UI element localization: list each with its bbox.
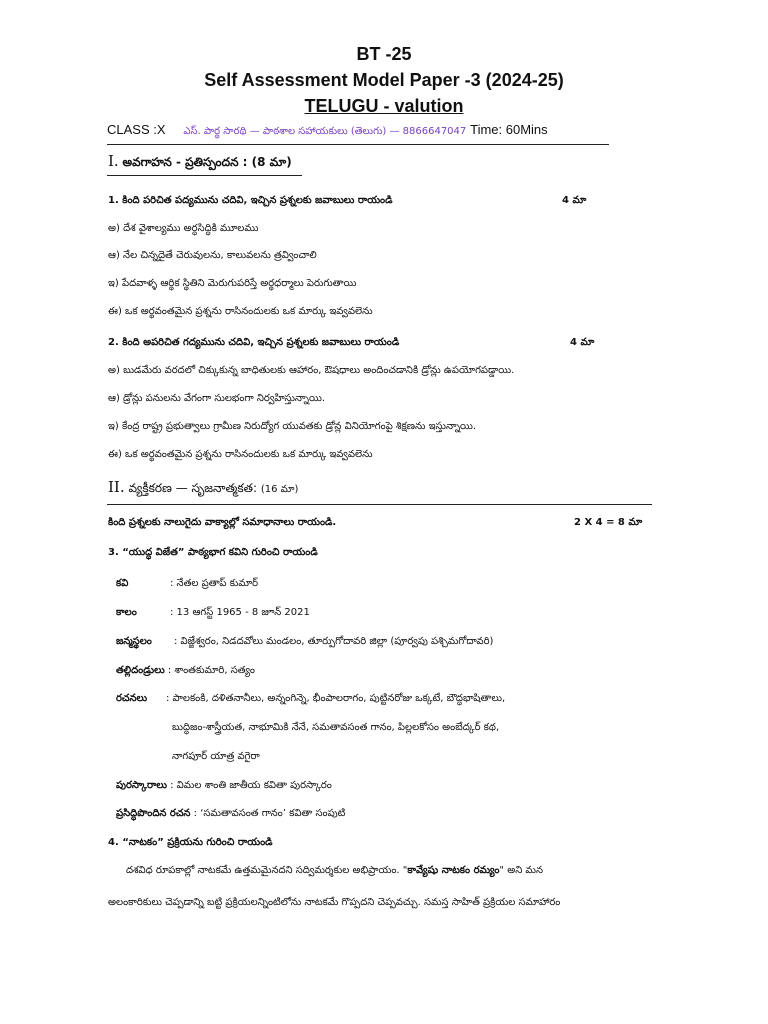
works-value-2: బుద్ధిజం-శాస్త్రీయత, నాభూమికి నేనే, సమతావసంత గానం, పిల్లలకోసం అంబేద్కర్ కథ, (172, 722, 500, 733)
period-value: : 13 ఆగస్ట్ 1965 - 8 జూన్ 2021 (170, 607, 310, 618)
section-2-instruction-marks: 2 X 4 = 8 మా (574, 517, 643, 528)
question-3: 3. “యుద్ధ విజేత” పాఠ్యభాగ కవిని గురించి రాయండి (108, 547, 318, 558)
works-value-3: నాగపూర్ యాత్ర వగైరా (172, 751, 260, 762)
section-2-instruction: కింది ప్రశ్నలకు నాలుగైదు వాక్యాల్లో సమాధానాలు రాయండి. (108, 517, 337, 528)
q2-option-a: అ) బుడమేరు వరదలో చిక్కుకున్న బాధితులకు ఆహారం, ఔషధాలు అందించడానికి డ్రోన్లు ఉపయోగపడ్డాయి. (108, 365, 515, 376)
birthplace-value: : విజ్జేశ్వరం, నిడదవోలు మండలం, తూర్పుగోదావరి జిల్లా (పూర్వపు పశ్చిమగోదావరి) (174, 636, 494, 647)
q4-paragraph-line-2: అలంకారికులు చెప్పడాన్ని బట్టి ప్రక్రియలన్నింటిలోను నాటకమే గొప్పదని చెప్పవచ్చు. సమస్త సాహిత్ ప్రక్రియల సమాహారం (108, 897, 561, 908)
works-label: రచనలు (116, 693, 148, 704)
section-2-rule (107, 504, 652, 505)
poet-label: కవి (116, 578, 129, 589)
period-row (116, 606, 310, 620)
awards-row (116, 779, 332, 793)
section-2-roman: II. (108, 478, 125, 496)
q1-option-d: ఈ) ఒక అర్థవంతమైన ప్రశ్నను రాసినందులకు ఒక మార్కు ఇవ్వవలెను (108, 306, 373, 317)
class-label: CLASS :X (107, 122, 166, 137)
awards-value: : విమల శాంతి జాతీయ కవితా పురస్కారం (170, 780, 332, 791)
question-2: 2. కింది అపరిచిత గద్యమును చదివి, ఇచ్చిన ప్రశ్నలకు జవాబులు రాయండి (108, 337, 400, 348)
section-2-title: వ్యక్తీకరణ — సృజనాత్మకత: (128, 481, 258, 495)
paper-title: Self Assessment Model Paper -3 (2024-25) (204, 70, 564, 90)
works-row (116, 692, 505, 706)
birthplace-row (116, 635, 493, 649)
works-value-1: : పాలకంకి, దళితనానీలు, అన్నంగిన్నె, భీంపాలరాగం, పుట్టినరోజు ఒక్కటే, బౌద్ధభాషితాలు, (166, 693, 506, 704)
section-1-underline (107, 175, 302, 176)
section-2-marks: (16 మా) (260, 484, 299, 495)
question-2-marks: 4 మా (570, 337, 595, 348)
section-2-heading (108, 478, 298, 498)
question-1: 1. కింది పరిచిత పద్యమును చదివి, ఇచ్చిన ప్రశ్నలకు జవాబులు రాయండి (108, 195, 393, 206)
parents-row (116, 664, 255, 678)
section-1-title: అవగాహన - ప్రతిస్పందన : (8 మా) (122, 155, 292, 169)
famous-work-row (116, 807, 345, 821)
question-4: 4. “నాటకం” ప్రక్రియను గురించి రాయండి (108, 837, 273, 848)
q4-paragraph-line-1 (126, 864, 543, 878)
poet-row (116, 577, 258, 591)
q4-line1-part-c: " అని మన (499, 865, 543, 876)
class-info-line (107, 122, 609, 145)
time-label: Time: 60Mins (470, 122, 548, 137)
famous-work-value: : ‘సమతావసంత గానం’ కవితా సంపుటి (193, 808, 346, 819)
famous-work-label: ప్రసిద్ధిపొందిన రచన (116, 808, 191, 819)
q2-option-c: ఇ) కేంద్ర రాష్ట్ర ప్రభుత్వాలు గ్రామీణ నిరుద్యోగ యువతకు డ్రోన్ల వినియోగంపై శిక్షణను ఇస్తున్నాయి. (108, 421, 477, 432)
q4-quote: కావ్యేషు నాటకం రమ్యం (407, 865, 500, 876)
q2-option-d: ఈ) ఒక అర్థవంతమైన ప్రశ్నను రాసినందులకు ఒక మార్కు ఇవ్వవలెను (108, 449, 373, 460)
q4-line1-part-a: దశవిధ రూపకాల్లో నాటకమే ఉత్తమమైనదని సద్విమర్శకుల అభిప్రాయం. " (126, 865, 408, 876)
section-1-roman: I. (108, 152, 119, 170)
q1-option-a: అ) దేశ వైశాల్యము అర్ధసిద్ధికి మూలము (108, 223, 259, 234)
poet-value: : నేతల ప్రతాప్ కుమార్ (170, 578, 259, 589)
q1-option-b: ఆ) నేల చిన్నదైతే చెరువులను, కాలువలను త్రవ్వించాలి (108, 250, 317, 261)
section-1-heading (108, 152, 292, 172)
paper-subject: TELUGU - valution (304, 96, 464, 116)
paper-code: BT -25 (356, 44, 412, 64)
birthplace-label: జన్మస్థలం (116, 636, 152, 647)
question-1-marks: 4 మా (562, 195, 587, 206)
author-info: ఎస్. పార్థ సారథి — పాఠశాల సహాయకులు (తెలుగు) — 8866647047 (183, 126, 467, 137)
period-label: కాలం (116, 607, 137, 618)
q2-option-b: ఆ) డ్రోన్లు పనులను వేగంగా సులభంగా నిర్వహిస్తున్నాయి. (108, 393, 326, 404)
parents-label: తల్లిదండ్రులు (116, 665, 165, 676)
awards-label: పురస్కారాలు (116, 780, 167, 791)
q1-option-c: ఇ) పేదవాళ్ళ ఆర్థిక స్థితిని మెరుగుపరిస్తే అర్థధర్మాలు పెరుగుతాయి (108, 278, 357, 289)
parents-value: : శాంతకుమారి, సత్యం (167, 665, 255, 676)
